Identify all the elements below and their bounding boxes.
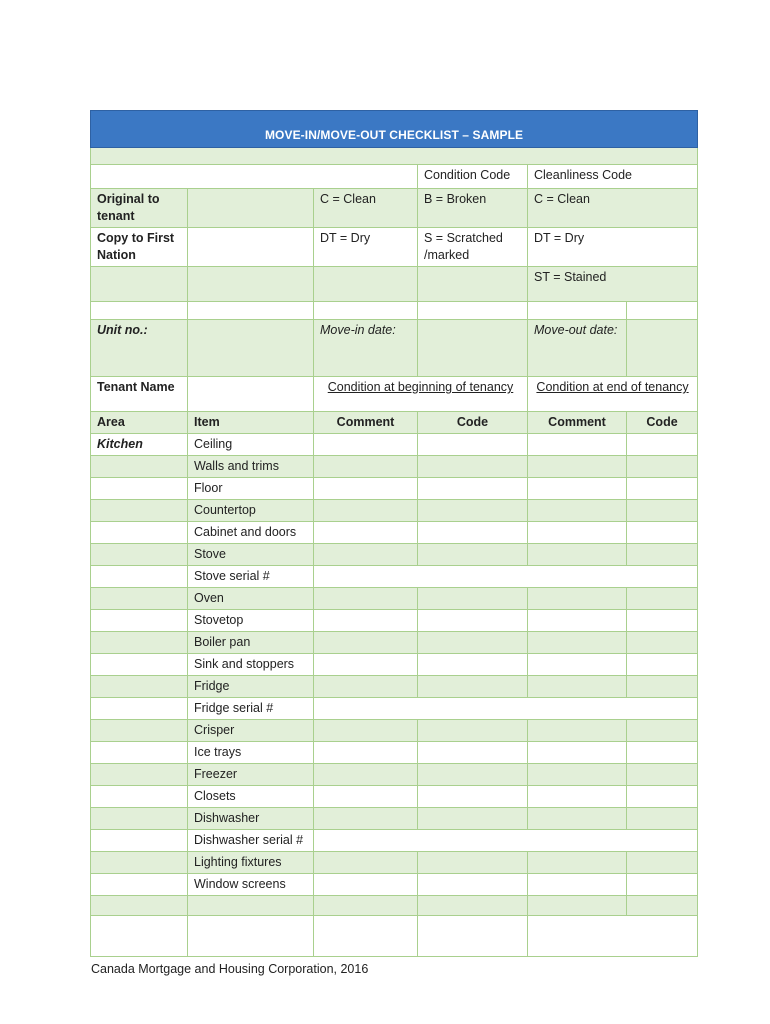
table-row [91, 500, 698, 522]
code-begin-field[interactable] [418, 720, 528, 742]
cleanliness-code-clean: C = Clean [528, 189, 698, 228]
comment-end-field[interactable] [528, 808, 627, 830]
comment-end-field[interactable] [528, 588, 627, 610]
original-to-tenant-field[interactable] [188, 189, 314, 228]
code-end-field[interactable] [627, 632, 698, 654]
area-column-header: Area [91, 412, 188, 434]
table-row [91, 742, 698, 764]
code-begin-field[interactable] [418, 478, 528, 500]
unit-no-label: Unit no.: [91, 320, 188, 377]
comment-begin-field[interactable] [314, 544, 418, 566]
blank-cell [627, 896, 698, 916]
code-end-field[interactable] [627, 742, 698, 764]
code-begin-field[interactable] [418, 522, 528, 544]
blank-cell [528, 896, 627, 916]
comment-begin-column-header: Comment [314, 412, 418, 434]
code-begin-field[interactable] [418, 544, 528, 566]
item-column-header: Item [188, 412, 314, 434]
area-cell [91, 632, 188, 654]
cleanliness-code-header: Cleanliness Code [528, 165, 698, 189]
condition-beginning-header: Condition at beginning of tenancy [314, 377, 528, 412]
code-end-field[interactable] [627, 720, 698, 742]
area-cell [91, 742, 188, 764]
comment-begin-field[interactable] [314, 500, 418, 522]
area-cell [91, 764, 188, 786]
code-end-field[interactable] [627, 874, 698, 896]
item-label: Dishwasher [188, 808, 314, 830]
code-begin-field[interactable] [418, 654, 528, 676]
blank-cell [91, 896, 188, 916]
code-end-field[interactable] [627, 786, 698, 808]
comment-end-field[interactable] [528, 786, 627, 808]
table-row [91, 632, 698, 654]
comment-end-field[interactable] [528, 720, 627, 742]
comment-begin-field[interactable] [314, 874, 418, 896]
table-row [91, 896, 698, 916]
table-row [91, 522, 698, 544]
code-begin-field[interactable] [418, 500, 528, 522]
code-begin-field[interactable] [418, 764, 528, 786]
comment-begin-field[interactable] [314, 852, 418, 874]
code-begin-field[interactable] [418, 588, 528, 610]
comment-end-field[interactable] [528, 478, 627, 500]
code-begin-field[interactable] [418, 632, 528, 654]
table-row [91, 566, 698, 588]
comment-end-field[interactable] [528, 434, 627, 456]
tenant-name-field[interactable] [188, 377, 314, 412]
blank-cell [188, 267, 314, 302]
unit-no-field[interactable] [188, 320, 314, 377]
area-cell [91, 522, 188, 544]
checklist-title: MOVE-IN/MOVE-OUT CHECKLIST – SAMPLE [91, 111, 698, 148]
comment-end-field[interactable] [528, 456, 627, 478]
item-label: Ceiling [188, 434, 314, 456]
item-label: Sink and stoppers [188, 654, 314, 676]
serial-number-field[interactable] [314, 830, 698, 852]
table-row [91, 610, 698, 632]
item-label: Stove [188, 544, 314, 566]
blank-cell [418, 302, 528, 320]
blank-cell[interactable] [91, 916, 188, 957]
blank-cell [188, 896, 314, 916]
condition-code-broken: B = Broken [418, 189, 528, 228]
item-label: Countertop [188, 500, 314, 522]
comment-end-field[interactable] [528, 610, 627, 632]
code-end-field[interactable] [627, 852, 698, 874]
area-cell [91, 830, 188, 852]
code-end-field[interactable] [627, 500, 698, 522]
item-label: Walls and trims [188, 456, 314, 478]
comment-begin-field[interactable] [314, 522, 418, 544]
item-label: Crisper [188, 720, 314, 742]
serial-number-field[interactable] [314, 566, 698, 588]
code-end-field[interactable] [627, 676, 698, 698]
area-cell [91, 808, 188, 830]
code-end-field[interactable] [627, 764, 698, 786]
comment-begin-field[interactable] [314, 434, 418, 456]
blank-cell[interactable] [418, 916, 528, 957]
comment-end-field[interactable] [528, 852, 627, 874]
area-cell [91, 610, 188, 632]
original-to-tenant-label: Original to tenant [91, 189, 188, 228]
item-label: Fridge serial # [188, 698, 314, 720]
code-end-field[interactable] [627, 544, 698, 566]
code-end-field[interactable] [627, 522, 698, 544]
comment-begin-field[interactable] [314, 456, 418, 478]
table-row [91, 434, 698, 456]
comment-end-field[interactable] [528, 742, 627, 764]
code-begin-field[interactable] [418, 808, 528, 830]
blank-cell[interactable] [314, 916, 418, 957]
blank-cell[interactable] [528, 916, 698, 957]
code-begin-field[interactable] [418, 874, 528, 896]
code-end-column-header: Code [627, 412, 698, 434]
table-row [91, 852, 698, 874]
code-begin-field[interactable] [418, 852, 528, 874]
area-cell [91, 654, 188, 676]
area-cell [91, 874, 188, 896]
blank-cell [627, 302, 698, 320]
table-row [91, 654, 698, 676]
item-label: Oven [188, 588, 314, 610]
blank-cell [91, 302, 188, 320]
blank-cell [314, 302, 418, 320]
table-row [91, 698, 698, 720]
comment-begin-field[interactable] [314, 610, 418, 632]
serial-number-field[interactable] [314, 698, 698, 720]
item-label: Lighting fixtures [188, 852, 314, 874]
blank-cell [418, 896, 528, 916]
table-row [91, 676, 698, 698]
table-row [91, 588, 698, 610]
table-row [91, 874, 698, 896]
comment-end-field[interactable] [528, 676, 627, 698]
blank-cell [314, 896, 418, 916]
item-label: Freezer [188, 764, 314, 786]
area-cell [91, 720, 188, 742]
comment-begin-field[interactable] [314, 654, 418, 676]
blank-cell [314, 267, 418, 302]
comment-end-field[interactable] [528, 544, 627, 566]
comment-end-field[interactable] [528, 632, 627, 654]
area-cell [91, 852, 188, 874]
item-label: Stovetop [188, 610, 314, 632]
area-cell-kitchen: Kitchen [91, 434, 188, 456]
item-label: Floor [188, 478, 314, 500]
tenant-name-label: Tenant Name [91, 377, 188, 412]
item-label: Cabinet and doors [188, 522, 314, 544]
code-begin-field[interactable] [418, 456, 528, 478]
item-label: Closets [188, 786, 314, 808]
comment-begin-field[interactable] [314, 764, 418, 786]
area-cell [91, 676, 188, 698]
comment-begin-field[interactable] [314, 478, 418, 500]
code-end-field[interactable] [627, 434, 698, 456]
comment-begin-field[interactable] [314, 808, 418, 830]
code-end-field[interactable] [627, 478, 698, 500]
move-in-date-field[interactable] [418, 320, 528, 377]
comment-begin-field[interactable] [314, 632, 418, 654]
comment-begin-field[interactable] [314, 786, 418, 808]
blank-cell[interactable] [188, 916, 314, 957]
cleanliness-code-stained: ST = Stained [528, 267, 698, 302]
code-begin-field[interactable] [418, 434, 528, 456]
comment-end-field[interactable] [528, 500, 627, 522]
table-row [91, 916, 698, 957]
condition-code-clean: C = Clean [314, 189, 418, 228]
code-end-field[interactable] [627, 610, 698, 632]
code-begin-field[interactable] [418, 610, 528, 632]
item-label: Window screens [188, 874, 314, 896]
table-row [91, 720, 698, 742]
blank-cell [91, 165, 418, 189]
spacer-row [91, 148, 698, 165]
table-row [91, 544, 698, 566]
checklist-page [90, 110, 697, 957]
condition-code-header: Condition Code [418, 165, 528, 189]
area-cell [91, 786, 188, 808]
table-row [91, 830, 698, 852]
area-cell [91, 566, 188, 588]
item-label: Ice trays [188, 742, 314, 764]
area-cell [91, 456, 188, 478]
copy-to-first-nation-field[interactable] [188, 228, 314, 267]
cleanliness-code-dry: DT = Dry [528, 228, 698, 267]
blank-cell [91, 267, 188, 302]
code-begin-field[interactable] [418, 786, 528, 808]
blank-cell [418, 267, 528, 302]
condition-code-dry: DT = Dry [314, 228, 418, 267]
comment-begin-field[interactable] [314, 742, 418, 764]
code-begin-field[interactable] [418, 676, 528, 698]
condition-end-header: Condition at end of tenancy [528, 377, 698, 412]
table-row [91, 456, 698, 478]
item-label: Fridge [188, 676, 314, 698]
area-cell [91, 500, 188, 522]
code-end-field[interactable] [627, 654, 698, 676]
area-cell [91, 698, 188, 720]
area-cell [91, 544, 188, 566]
item-label: Stove serial # [188, 566, 314, 588]
code-end-field[interactable] [627, 456, 698, 478]
comment-end-column-header: Comment [528, 412, 627, 434]
table-row [91, 478, 698, 500]
blank-cell [188, 302, 314, 320]
comment-end-field[interactable] [528, 654, 627, 676]
table-row [91, 764, 698, 786]
checklist-table [90, 110, 698, 957]
table-row [91, 786, 698, 808]
move-out-date-label: Move-out date: [528, 320, 627, 377]
blank-cell [528, 302, 627, 320]
item-label: Boiler pan [188, 632, 314, 654]
footer-credit: Canada Mortgage and Housing Corporation, 2016 [91, 962, 369, 976]
comment-begin-field[interactable] [314, 720, 418, 742]
item-label: Dishwasher serial # [188, 830, 314, 852]
area-cell [91, 478, 188, 500]
comment-begin-field[interactable] [314, 676, 418, 698]
comment-end-field[interactable] [528, 522, 627, 544]
code-begin-field[interactable] [418, 742, 528, 764]
copy-to-first-nation-label: Copy to First Nation [91, 228, 188, 267]
comment-end-field[interactable] [528, 764, 627, 786]
code-begin-column-header: Code [418, 412, 528, 434]
comment-end-field[interactable] [528, 874, 627, 896]
code-end-field[interactable] [627, 588, 698, 610]
move-out-date-field[interactable] [627, 320, 698, 377]
code-end-field[interactable] [627, 808, 698, 830]
move-in-date-label: Move-in date: [314, 320, 418, 377]
condition-code-scratched: S = Scratched /marked [418, 228, 528, 267]
area-cell [91, 588, 188, 610]
table-row [91, 808, 698, 830]
comment-begin-field[interactable] [314, 588, 418, 610]
